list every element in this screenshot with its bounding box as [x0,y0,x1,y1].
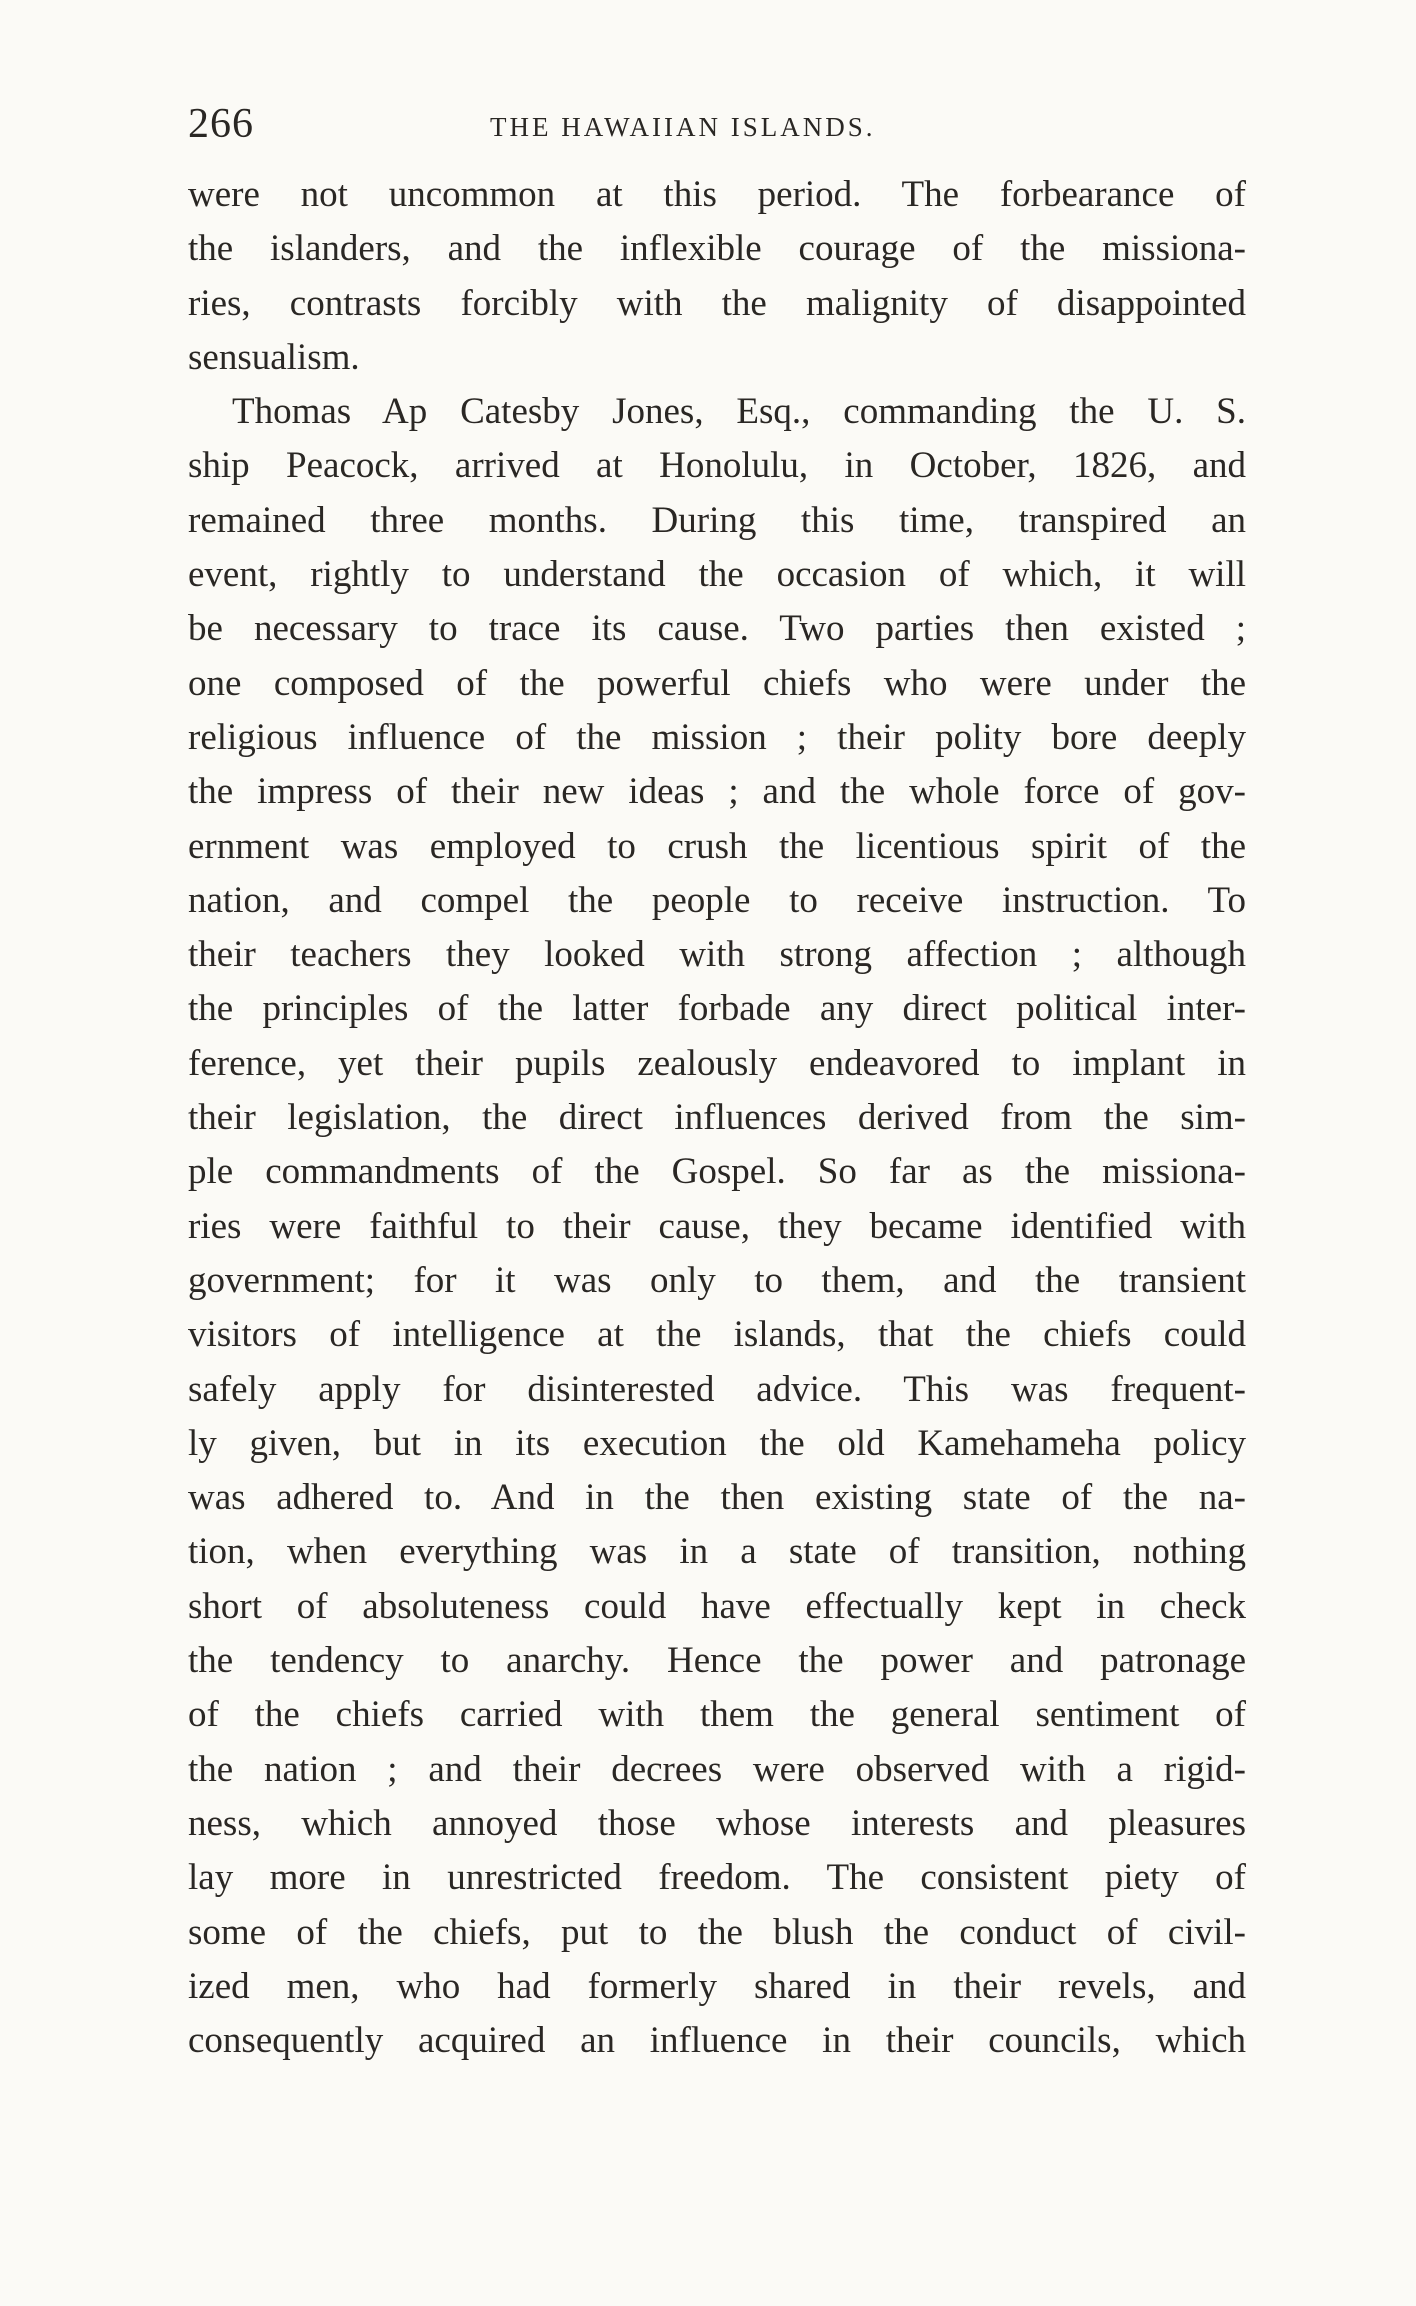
text-line: their teachers they looked with strong affection ; although [188,934,1246,976]
text-line: was adhered to. And in the then existing state of the na- [188,1477,1246,1519]
text-line: ship Peacock, arrived at Honolulu, in October, 1826, and [188,445,1246,487]
text-line: ple commandments of the Gospel. So far as the missiona- [188,1151,1246,1193]
text-line: the tendency to anarchy. Hence the power and patronage [188,1640,1246,1682]
text-line: their legislation, the direct influences derived from the sim- [188,1097,1246,1139]
text-line: Thomas Ap Catesby Jones, Esq., commanding the U. S. [232,391,1246,433]
text-line: short of absoluteness could have effectually kept in check [188,1585,1246,1627]
text-line: government; for it was only to them, and the transient [188,1259,1246,1301]
text-line: of the chiefs carried with them the general sentiment of [188,1694,1246,1736]
text-line: religious influence of the mission ; their polity bore deeply [188,716,1246,758]
text-line: the nation ; and their decrees were observed with a rigid- [188,1748,1246,1790]
text-line: ness, which annoyed those whose interests and pleasures [188,1802,1246,1844]
text-line: ly given, but in its execution the old Kamehameha policy [188,1422,1246,1464]
text-line: lay more in unrestricted freedom. The consistent piety of [188,1857,1246,1899]
text-line: were not uncommon at this period. The forbearance of [188,174,1246,215]
text-line: visitors of intelligence at the islands, that the chiefs could [188,1314,1246,1356]
text-line: event, rightly to understand the occasion of which, it will [188,554,1246,596]
text-line: the islanders, and the inflexible courage of the missiona- [188,228,1246,270]
running-head [188,94,1248,154]
text-line: be necessary to trace its cause. Two parties then existed ; [188,608,1246,650]
text-line: ries were faithful to their cause, they became identified with [188,1205,1246,1247]
text-line: some of the chiefs, put to the blush the conduct of civil- [188,1911,1246,1953]
text-line: consequently acquired an influence in their councils, which [188,2020,1246,2062]
text-line: the impress of their new ideas ; and the whole force of gov- [188,771,1246,813]
text-line: ized men, who had formerly shared in their revels, and [188,1965,1246,2007]
text-line: the principles of the latter forbade any direct political inter- [188,988,1246,1030]
text-line: sensualism. [188,336,360,378]
running-title: THE HAWAIIAN ISLANDS. [490,112,876,142]
page-number: 266 [188,101,254,147]
text-line: tion, when everything was in a state of transition, nothing [188,1531,1246,1573]
text-line: one composed of the powerful chiefs who were under the [188,662,1246,704]
text-line: nation, and compel the people to receive instruction. To [188,879,1246,921]
body-text [188,168,1246,2068]
text-line: safely apply for disinterested advice. This was frequent- [188,1368,1246,1410]
text-line: ernment was employed to crush the licentious spirit of the [188,825,1246,867]
text-line: ference, yet their pupils zealously endeavored to implant in [188,1042,1246,1084]
text-line: remained three months. During this time, transpired an [188,499,1246,541]
text-line: ries, contrasts forcibly with the malignity of disappointed [188,282,1246,324]
